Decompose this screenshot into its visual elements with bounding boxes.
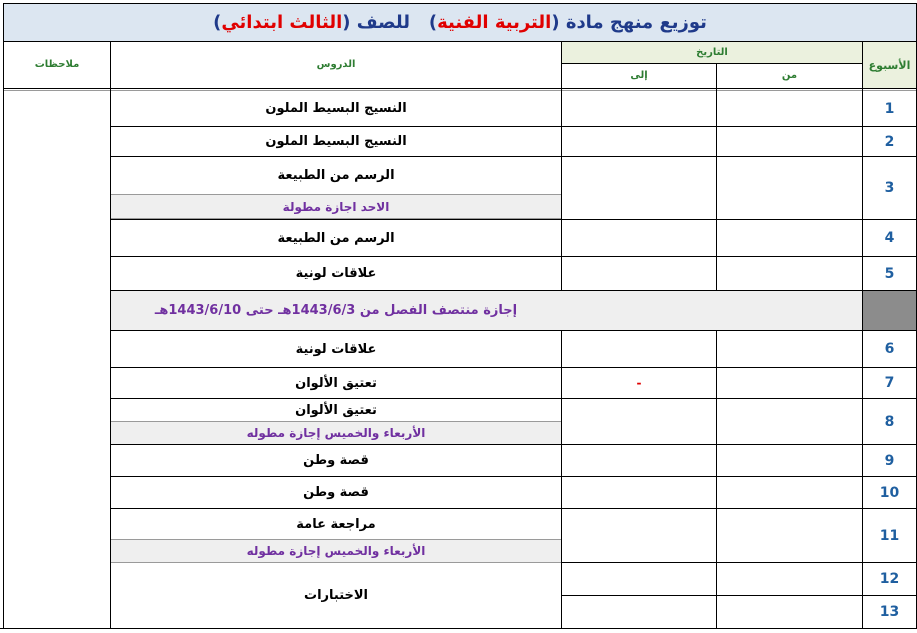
midterm-week-fill: [863, 291, 916, 330]
note-week-3: الاحد اجازة مطولة: [282, 199, 390, 214]
title-part2: ) للصف (: [342, 12, 438, 33]
lesson-6: علاقات لونية: [295, 341, 377, 357]
week-num-7: 7: [884, 375, 895, 391]
week-num-6: 6: [884, 341, 895, 357]
lesson-2: النسيج البسيط الملون: [265, 134, 407, 149]
title-subject: التربية الفنية: [437, 12, 552, 33]
week-num-3: 3: [884, 180, 895, 196]
week-num-2: 2: [884, 133, 895, 150]
week-num-12: 12: [879, 571, 900, 587]
header-to: إلى: [630, 69, 648, 81]
week-num-5: 5: [884, 265, 895, 282]
week-num-8: 8: [884, 413, 895, 430]
lesson-1: النسيج البسيط الملون: [265, 101, 407, 116]
lesson-5: علاقات لونية: [295, 266, 377, 281]
lesson-7: تعتيق الألوان: [295, 375, 377, 391]
title-part3: ): [213, 12, 222, 33]
note-week-8: الأربعاء والخميس إجازة مطوله: [246, 426, 426, 440]
header-from: من: [781, 69, 798, 81]
lesson-12: الاختبارات: [304, 588, 369, 603]
lesson-9: قصة وطن: [303, 453, 369, 468]
week-num-4: 4: [884, 230, 895, 246]
header-notes: ملاحظات: [34, 58, 80, 70]
midterm-holiday: إجازة منتصف الفصل من 1443/6/3هـ حتى 1443/6/10هـ: [154, 303, 518, 318]
week-num-13: 13: [879, 604, 900, 620]
header-week: الأسبوع: [868, 58, 911, 72]
title-part1: توزيع منهج مادة (: [551, 12, 707, 33]
lesson-4: الرسم من الطبيعة: [277, 230, 395, 246]
lesson-8: تعتيق الألوان: [295, 402, 377, 418]
week-num-10: 10: [879, 484, 900, 501]
header-date: التاريخ: [696, 47, 728, 58]
lesson-10: قصة وطن: [303, 485, 369, 500]
lesson-3: الرسم من الطبيعة: [277, 168, 395, 183]
week-num-11: 11: [879, 527, 900, 544]
lesson-11: مراجعة عامة: [296, 516, 376, 532]
week-7-dash: -: [636, 376, 642, 390]
week-num-1: 1: [884, 100, 895, 117]
week-num-9: 9: [884, 452, 895, 469]
title-grade: الثالث ابتدائي: [221, 12, 343, 33]
header-lessons: الدروس: [316, 58, 356, 70]
page-title: [4, 4, 916, 41]
note-week-11: الأربعاء والخميس إجازة مطوله: [246, 544, 426, 558]
